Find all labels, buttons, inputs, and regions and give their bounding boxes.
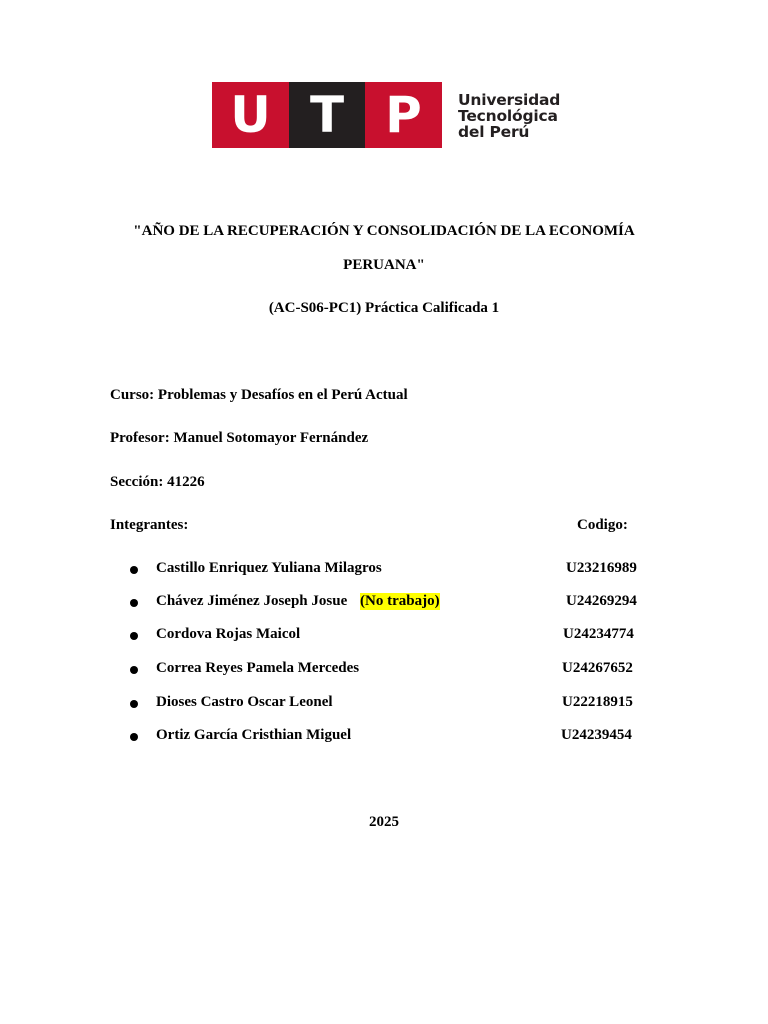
bullet-icon (130, 599, 138, 607)
bullet-icon (130, 566, 138, 574)
section-line: Sección: 41226 (110, 474, 205, 490)
member-name: Correa Reyes Pamela Mercedes (156, 660, 360, 676)
logo-text-line-1: Universidad (458, 91, 561, 109)
member-name: Chávez Jiménez Joseph Josue (156, 593, 348, 609)
member-code: U22218915 (562, 694, 633, 710)
code-label: Codigo: (577, 517, 628, 533)
member-code: U23216989 (566, 560, 637, 576)
member-code: U24239454 (561, 727, 632, 743)
logo-letter-p: P (365, 82, 442, 148)
logo-letter-u: U (212, 82, 289, 148)
logo-text-line-2: Tecnológica (458, 107, 558, 125)
member-code: U24267652 (562, 660, 633, 676)
professor-line: Profesor: Manuel Sotomayor Fernández (110, 430, 369, 446)
bullet-icon (130, 700, 138, 708)
logo-university-name (458, 92, 560, 140)
logo-text-line-3: del Perú (458, 123, 530, 141)
bullet-icon (130, 666, 138, 674)
member-code: U24269294 (566, 593, 637, 609)
assignment-title: (AC-S06-PC1) Práctica Calificada 1 (268, 300, 500, 316)
document-year: 2025 (369, 814, 399, 830)
bullet-icon (130, 632, 138, 640)
bullet-icon (130, 733, 138, 741)
course-line: Curso: Problemas y Desafíos en el Perú Actual (110, 387, 408, 403)
year-motto-line-2: PERUANA" (343, 257, 425, 273)
member-code: U24234774 (563, 626, 634, 642)
member-name: Cordova Rojas Maicol (156, 626, 301, 642)
member-name: Ortiz García Cristhian Miguel (156, 727, 352, 743)
members-label: Integrantes: (110, 517, 189, 533)
member-name: Dioses Castro Oscar Leonel (156, 694, 333, 710)
utp-logo (212, 82, 572, 150)
year-motto-line-1: "AÑO DE LA RECUPERACIÓN Y CONSOLIDACIÓN DE LA ECONOMÍA (133, 223, 635, 239)
member-name: Castillo Enriquez Yuliana Milagros (156, 560, 382, 576)
logo-letter-t: T (289, 82, 365, 148)
member-note-highlight: (No trabajo) (360, 593, 440, 609)
